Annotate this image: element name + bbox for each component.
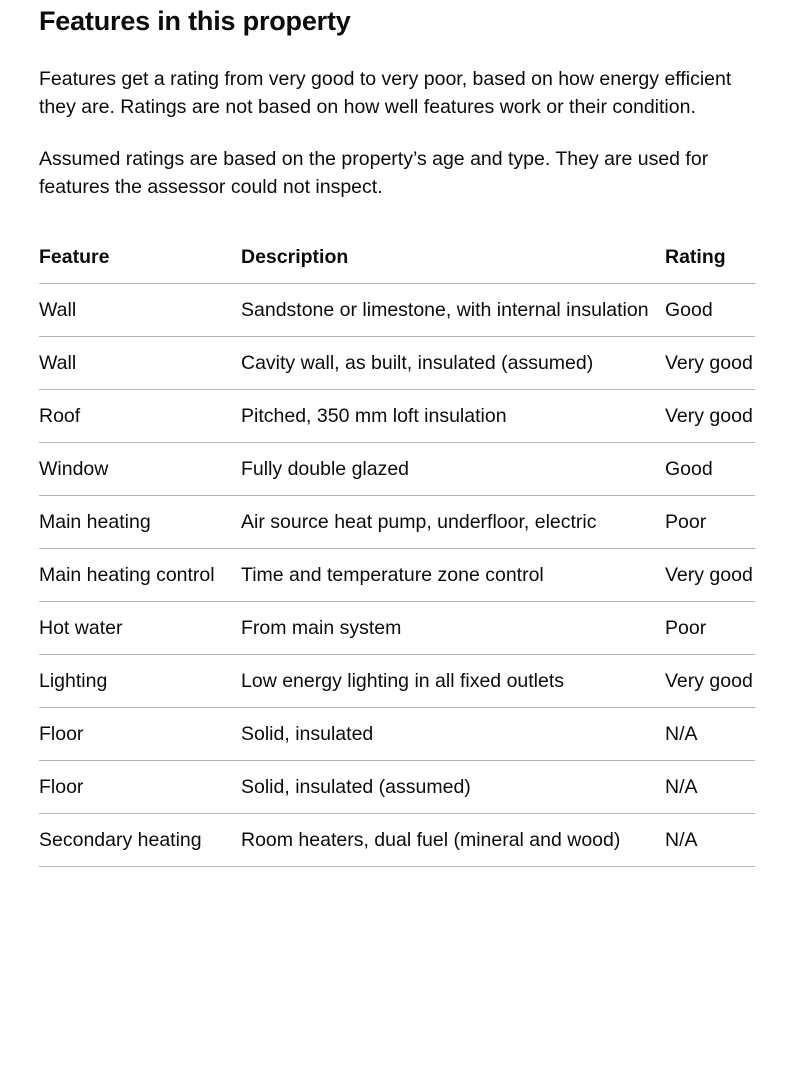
rating-cell: Very good	[665, 390, 755, 443]
feature-cell: Roof	[39, 390, 241, 443]
table-row	[39, 655, 755, 708]
column-header-feature: Feature	[39, 235, 241, 284]
feature-cell: Floor	[39, 708, 241, 761]
section-title: Features in this property	[39, 6, 351, 36]
table-header-row	[39, 235, 755, 284]
features-table	[39, 235, 755, 867]
table-row	[39, 602, 755, 655]
description-cell: Sandstone or limestone, with internal insulation	[241, 284, 665, 337]
description-cell: Time and temperature zone control	[241, 549, 665, 602]
feature-cell: Main heating	[39, 496, 241, 549]
description-cell: Air source heat pump, underfloor, electric	[241, 496, 665, 549]
description-cell: From main system	[241, 602, 665, 655]
intro-paragraph-assumed: Assumed ratings are based on the property’s age and type. They are used for features the assessor could not inspect.	[39, 148, 709, 198]
description-cell: Fully double glazed	[241, 443, 665, 496]
feature-cell: Wall	[39, 337, 241, 390]
rating-cell: Good	[665, 443, 755, 496]
column-header-rating: Rating	[665, 235, 755, 284]
feature-cell: Lighting	[39, 655, 241, 708]
description-cell: Cavity wall, as built, insulated (assumed)	[241, 337, 665, 390]
description-cell: Pitched, 350 mm loft insulation	[241, 390, 665, 443]
table-row	[39, 443, 755, 496]
feature-cell: Main heating control	[39, 549, 241, 602]
description-cell: Low energy lighting in all fixed outlets	[241, 655, 665, 708]
table-row	[39, 390, 755, 443]
feature-cell: Secondary heating	[39, 814, 241, 867]
rating-cell: N/A	[665, 761, 755, 814]
table-row	[39, 337, 755, 390]
description-cell: Solid, insulated (assumed)	[241, 761, 665, 814]
rating-cell: Poor	[665, 496, 755, 549]
table-row	[39, 814, 755, 867]
rating-cell: Very good	[665, 655, 755, 708]
description-cell: Room heaters, dual fuel (mineral and wood)	[241, 814, 665, 867]
table-row	[39, 549, 755, 602]
table-row	[39, 284, 755, 337]
rating-cell: N/A	[665, 814, 755, 867]
rating-cell: Good	[665, 284, 755, 337]
rating-cell: Very good	[665, 549, 755, 602]
table-row	[39, 761, 755, 814]
description-cell: Solid, insulated	[241, 708, 665, 761]
table-row	[39, 496, 755, 549]
column-header-description: Description	[241, 235, 665, 284]
feature-cell: Floor	[39, 761, 241, 814]
feature-cell: Hot water	[39, 602, 241, 655]
feature-cell: Window	[39, 443, 241, 496]
rating-cell: Poor	[665, 602, 755, 655]
feature-cell: Wall	[39, 284, 241, 337]
table-row	[39, 708, 755, 761]
rating-cell: N/A	[665, 708, 755, 761]
intro-paragraph-ratings: Features get a rating from very good to very poor, based on how energy efficient they are. Ratings are not based on how well features work or their condition.	[39, 68, 732, 118]
rating-cell: Very good	[665, 337, 755, 390]
